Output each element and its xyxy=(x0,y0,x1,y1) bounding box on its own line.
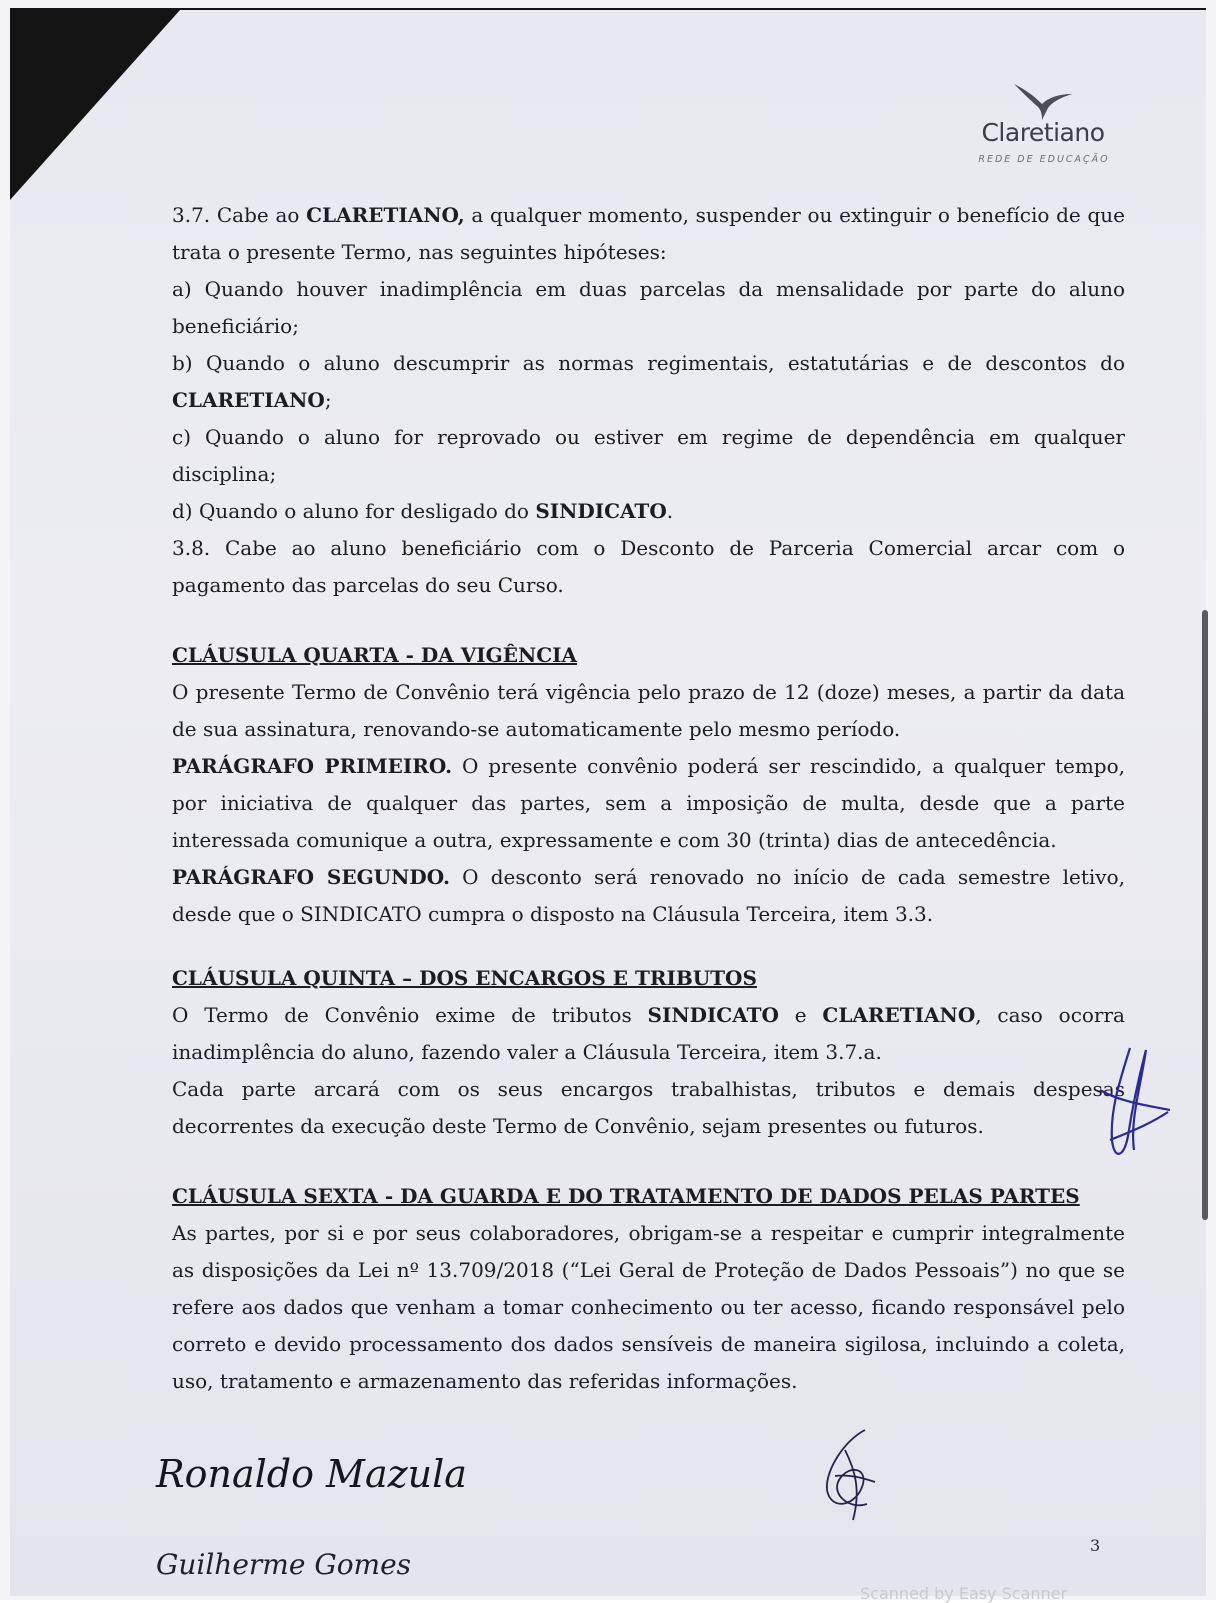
item-b: b) Quando o aluno descumprir as normas regimentais, estatutárias e de descontos do CLARETIANO; xyxy=(172,351,1125,412)
scanner-watermark: Scanned by Easy Scanner xyxy=(860,1584,1068,1603)
clausula-sexta-body: As partes, por si e por seus colaboradores, obrigam-se a respeitar e cumprir integralmente as disposições da Lei nº 13.709/2018 (“Lei Geral de Proteção de Dados Pessoais”) no que se refere aos dados que venham a tomar conhecimento ou ter acesso, ficando responsável pelo correto e devido processamento dos dados sensíveis de maneira sigilosa, incluindo a coleta, uso, tratamento e armazenamento das referidas informações. xyxy=(172,1221,1125,1393)
item-d: d) Quando o aluno for desligado do SINDICATO. xyxy=(172,499,674,523)
logo-name: Claretiano xyxy=(981,118,1105,147)
item-c: c) Quando o aluno for reprovado ou estiver em regime de dependência em qualquer disciplina; xyxy=(172,425,1125,486)
clausula-quinta-body-1: O Termo de Convênio exime de tributos SINDICATO e CLARETIANO, caso ocorra inadimplência do aluno, fazendo valer a Cláusula Terceira, item 3.7.a. xyxy=(172,1003,1125,1064)
signature-guilherme: Guilherme Gomes xyxy=(156,1548,412,1581)
rubric-signature-bottom xyxy=(805,1420,895,1530)
bird-logo-icon xyxy=(1008,80,1088,122)
scrollbar[interactable] xyxy=(1202,610,1208,1220)
rubric-signature-right xyxy=(1090,1040,1180,1170)
clausula-quinta xyxy=(172,960,1125,1145)
clausula-quarta xyxy=(172,637,1125,933)
clausula-sexta-heading: CLÁUSULA SEXTA - DA GUARDA E DO TRATAMENTO DE DADOS PELAS PARTES xyxy=(172,1184,1080,1208)
claretiano-logo xyxy=(968,78,1118,170)
clausula-sexta xyxy=(172,1178,1125,1400)
clausula-quarta-heading: CLÁUSULA QUARTA - DA VIGÊNCIA xyxy=(172,643,578,667)
logo-tagline: REDE DE EDUCAÇÃO xyxy=(978,154,1110,165)
section-3-items xyxy=(172,197,1125,604)
page-number: 3 xyxy=(1090,1536,1101,1555)
clausula-quinta-body-2: Cada parte arcará com os seus encargos trabalhistas, tributos e demais despesas decorrentes da execução deste Termo de Convênio, sejam presentes ou futuros. xyxy=(172,1077,1125,1138)
item-3-7: 3.7. Cabe ao CLARETIANO, a qualquer momento, suspender ou extinguir o benefício de que trata o presente Termo, nas seguintes hipóteses: xyxy=(172,203,1125,264)
signature-ronaldo: Ronaldo Mazula xyxy=(156,1452,467,1496)
paragrafo-segundo: PARÁGRAFO SEGUNDO. O desconto será renovado no início de cada semestre letivo, desde que o SINDICATO cumpra o disposto na Cláusula Terceira, item 3.3. xyxy=(172,865,1126,926)
clausula-quarta-body: O presente Termo de Convênio terá vigência pelo prazo de 12 (doze) meses, a partir da data de sua assinatura, renovando-se automaticamente pelo mesmo período. xyxy=(172,680,1125,741)
item-a: a) Quando houver inadimplência em duas parcelas da mensalidade por parte do aluno beneficiário; xyxy=(172,277,1125,338)
paragrafo-primeiro: PARÁGRAFO PRIMEIRO. O presente convênio poderá ser rescindido, a qualquer tempo, por iniciativa de qualquer das partes, sem a imposição de multa, desde que a parte interessada comunique a outra, expressamente e com 30 (trinta) dias de antecedência. xyxy=(172,754,1125,852)
clausula-quinta-heading: CLÁUSULA QUINTA – DOS ENCARGOS E TRIBUTOS xyxy=(172,966,757,990)
item-3-8: 3.8. Cabe ao aluno beneficiário com o Desconto de Parceria Comercial arcar com o pagamento das parcelas do seu Curso. xyxy=(172,536,1125,597)
